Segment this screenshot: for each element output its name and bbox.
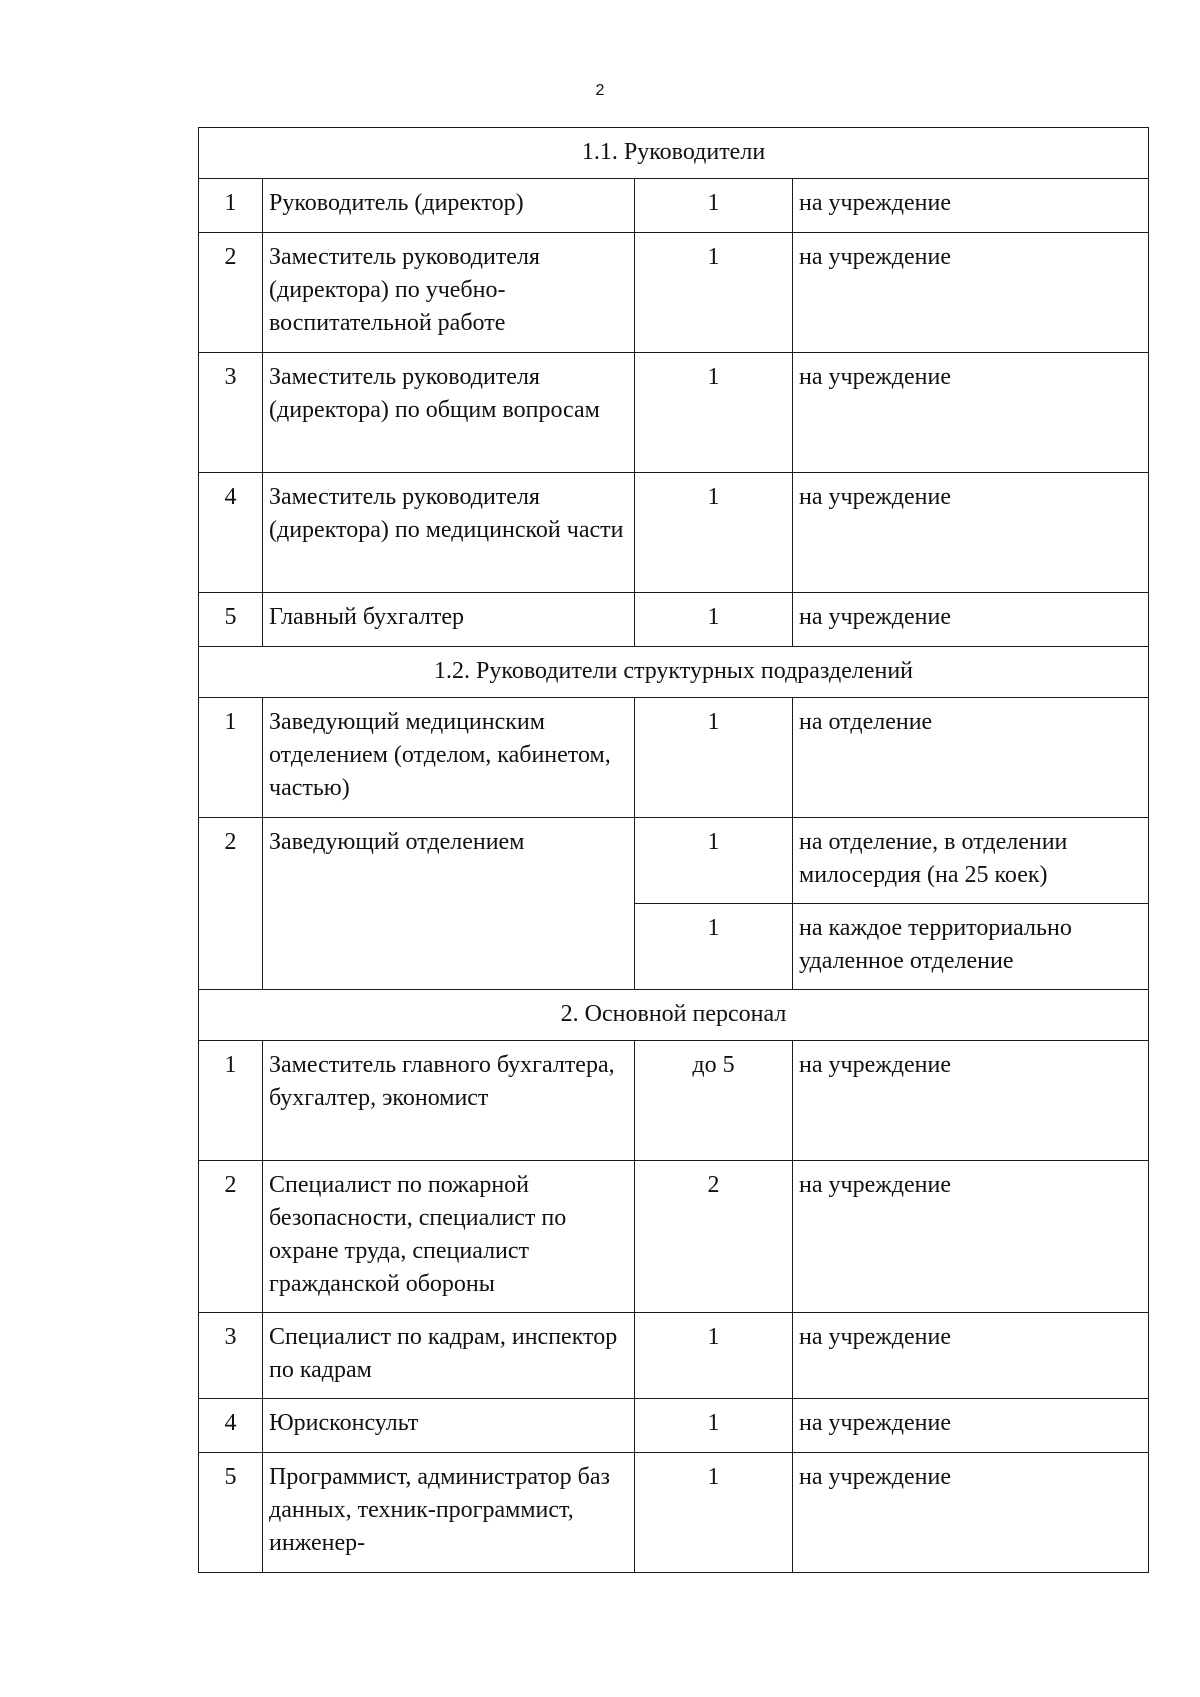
staff-unit: на учреждение (793, 1313, 1149, 1399)
row-number: 3 (199, 1313, 263, 1399)
page-number: 2 (595, 82, 605, 99)
staff-count: 1 (635, 1399, 793, 1453)
row-number: 2 (199, 1161, 263, 1313)
staff-count: 1 (635, 179, 793, 233)
section-header-row (199, 128, 1149, 179)
row-number: 1 (199, 698, 263, 818)
table-row (199, 473, 1149, 593)
section-title: 1.1. Руководители (199, 128, 1149, 179)
position-title: Заместитель главного бухгалтера, бухгалтер, экономист (263, 1041, 635, 1161)
row-number: 3 (199, 353, 263, 473)
row-number: 5 (199, 593, 263, 647)
staff-unit: на каждое территориально удаленное отделение (793, 904, 1149, 990)
staff-count: 1 (635, 473, 793, 593)
table-row (199, 353, 1149, 473)
staff-count: 2 (635, 1161, 793, 1313)
position-title: Главный бухгалтер (263, 593, 635, 647)
table-row (199, 1313, 1149, 1399)
table-row (199, 593, 1149, 647)
staff-unit: на учреждение (793, 1041, 1149, 1161)
row-number: 2 (199, 818, 263, 990)
staff-count: 1 (635, 818, 793, 904)
section-header-row (199, 647, 1149, 698)
staff-unit: на учреждение (793, 233, 1149, 353)
row-number: 1 (199, 179, 263, 233)
position-title: Заведующий медицинским отделением (отделом, кабинетом, частью) (263, 698, 635, 818)
position-title: Заместитель руководителя (директора) по общим вопросам (263, 353, 635, 473)
staff-unit: на учреждение (793, 1399, 1149, 1453)
staff-count: 1 (635, 698, 793, 818)
staff-unit: на учреждение (793, 593, 1149, 647)
row-number: 2 (199, 233, 263, 353)
section-title: 2. Основной персонал (199, 990, 1149, 1041)
row-number: 4 (199, 473, 263, 593)
row-number: 5 (199, 1453, 263, 1573)
position-title: Заведующий отделением (263, 818, 635, 990)
staffing-table (198, 127, 1149, 1573)
table-row (199, 1453, 1149, 1573)
position-title: Руководитель (директор) (263, 179, 635, 233)
staff-unit: на учреждение (793, 1161, 1149, 1313)
staff-unit: на учреждение (793, 179, 1149, 233)
table-row (199, 1399, 1149, 1453)
table-row (199, 818, 1149, 904)
staff-count: 1 (635, 1313, 793, 1399)
staff-unit: на отделение, в отделении милосердия (на 25 коек) (793, 818, 1149, 904)
table-row (199, 179, 1149, 233)
table-row (199, 233, 1149, 353)
staff-count: 1 (635, 904, 793, 990)
staff-unit: на отделение (793, 698, 1149, 818)
position-title: Заместитель руководителя (директора) по учебно-воспитательной работе (263, 233, 635, 353)
section-header-row (199, 990, 1149, 1041)
staff-unit: на учреждение (793, 473, 1149, 593)
position-title: Специалист по кадрам, инспектор по кадрам (263, 1313, 635, 1399)
row-number: 4 (199, 1399, 263, 1453)
staff-count: 1 (635, 353, 793, 473)
position-title: Юрисконсульт (263, 1399, 635, 1453)
staff-count: 1 (635, 233, 793, 353)
staff-count: 1 (635, 593, 793, 647)
staff-count: до 5 (635, 1041, 793, 1161)
position-title: Программист, администратор баз данных, техник-программист, инженер- (263, 1453, 635, 1573)
row-number: 1 (199, 1041, 263, 1161)
table-row (199, 698, 1149, 818)
position-title: Специалист по пожарной безопасности, специалист по охране труда, специалист гражданской обороны (263, 1161, 635, 1313)
staff-unit: на учреждение (793, 353, 1149, 473)
staff-count: 1 (635, 1453, 793, 1573)
position-title: Заместитель руководителя (директора) по медицинской части (263, 473, 635, 593)
table-row (199, 1041, 1149, 1161)
staff-unit: на учреждение (793, 1453, 1149, 1573)
section-title: 1.2. Руководители структурных подразделений (199, 647, 1149, 698)
table-row (199, 1161, 1149, 1313)
